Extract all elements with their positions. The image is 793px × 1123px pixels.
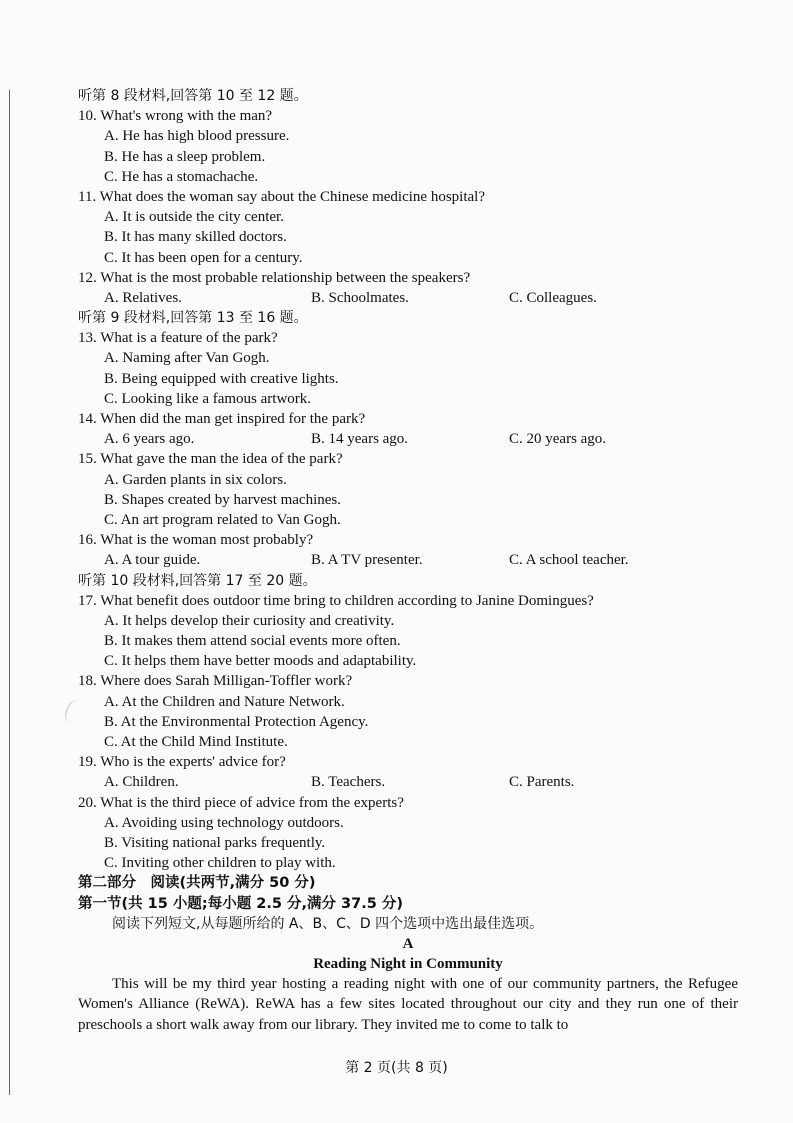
option-16c: C. A school teacher. [509,552,629,569]
option-13a: A. Naming after Van Gogh. [104,350,270,367]
options-16 [78,550,738,570]
option-15a: A. Garden plants in six colors. [104,471,287,488]
option-17c: C. It helps them have better moods and adaptability. [104,653,417,670]
question-12: 12. What is the most probable relationship between the speakers? [78,269,471,286]
section-one-heading: 第一节(共 15 小题;每小题 2.5 分,满分 37.5 分) [78,895,403,912]
option-20a: A. Avoiding using technology outdoors. [104,814,344,831]
option-20c: C. Inviting other children to play with. [104,855,336,872]
left-margin-line [9,90,10,1095]
page-number: 第 2 页(共 8 页) [345,1060,448,1076]
reading-instruction: 阅读下列短文,从每题所给的 A、B、C、D 四个选项中选出最佳选项。 [112,915,544,932]
option-18a: A. At the Children and Nature Network. [104,693,345,710]
options-14 [78,429,738,449]
section-heading-8: 听第 8 段材料,回答第 10 至 12 题。 [78,88,308,104]
option-14c: C. 20 years ago. [509,431,607,448]
section-heading-9: 听第 9 段材料,回答第 13 至 16 题。 [78,310,308,327]
option-15b: B. Shapes created by harvest machines. [104,491,342,508]
option-12c: C. Colleagues. [509,289,597,306]
part-two-heading: 第二部分 阅读(共两节,满分 50 分) [78,875,316,892]
passage-letter: A [402,935,414,952]
question-11: 11. What does the woman say about the Chinese medicine hospital? [78,188,485,205]
option-19b: B. Teachers. [311,774,386,791]
option-11b: B. It has many skilled doctors. [104,229,287,246]
option-11a: A. It is outside the city center. [104,209,284,226]
option-19a: A. Children. [104,774,179,791]
option-15c: C. An art program related to Van Gogh. [104,511,341,528]
option-16b: B. A TV presenter. [311,552,423,569]
section-heading-10: 听第 10 段材料,回答第 17 至 20 题。 [78,572,317,589]
question-18: 18. Where does Sarah Milligan-Toffler work? [78,673,353,690]
page-content [78,86,738,1035]
option-17b: B. It makes them attend social events more often. [104,633,401,650]
question-15: 15. What gave the man the idea of the park? [78,451,343,468]
option-10c: C. He has a stomachache. [104,168,259,185]
option-11c: C. It has been open for a century. [104,249,303,266]
option-17a: A. It helps develop their curiosity and creativity. [104,612,395,629]
option-10a: A. He has high blood pressure. [104,128,290,145]
question-19: 19. Who is the experts' advice for? [78,754,286,771]
passage-title: Reading Night in Community [313,956,503,973]
options-19 [78,772,738,792]
option-12b: B. Schoolmates. [311,289,409,306]
option-18b: B. At the Environmental Protection Agency. [104,713,369,730]
passage-paragraph: This will be my third year hosting a reading night with one of our community partners, the Refugee Women's Alliance (ReWA). ReWA has a few sites located throughout our city and they run one of their preschools a short walk away from our library. They invited me to come to talk to [78,976,738,1033]
option-12a: A. Relatives. [104,289,182,306]
options-12 [78,288,738,308]
question-10: 10. What's wrong with the man? [78,108,273,125]
option-10b: B. He has a sleep problem. [104,148,266,165]
question-20: 20. What is the third piece of advice from the experts? [78,794,404,811]
option-13c: C. Looking like a famous artwork. [104,390,312,407]
option-20b: B. Visiting national parks frequently. [104,834,326,851]
option-14b: B. 14 years ago. [311,431,409,448]
option-13b: B. Being equipped with creative lights. [104,370,339,387]
question-17: 17. What benefit does outdoor time bring to children according to Janine Domingues? [78,592,594,609]
option-16a: A. A tour guide. [104,552,201,569]
option-19c: C. Parents. [509,774,575,791]
question-13: 13. What is a feature of the park? [78,330,278,347]
option-14a: A. 6 years ago. [104,431,195,448]
question-16: 16. What is the woman most probably? [78,532,314,549]
option-18c: C. At the Child Mind Institute. [104,734,288,750]
question-14: 14. When did the man get inspired for the park? [78,411,366,427]
